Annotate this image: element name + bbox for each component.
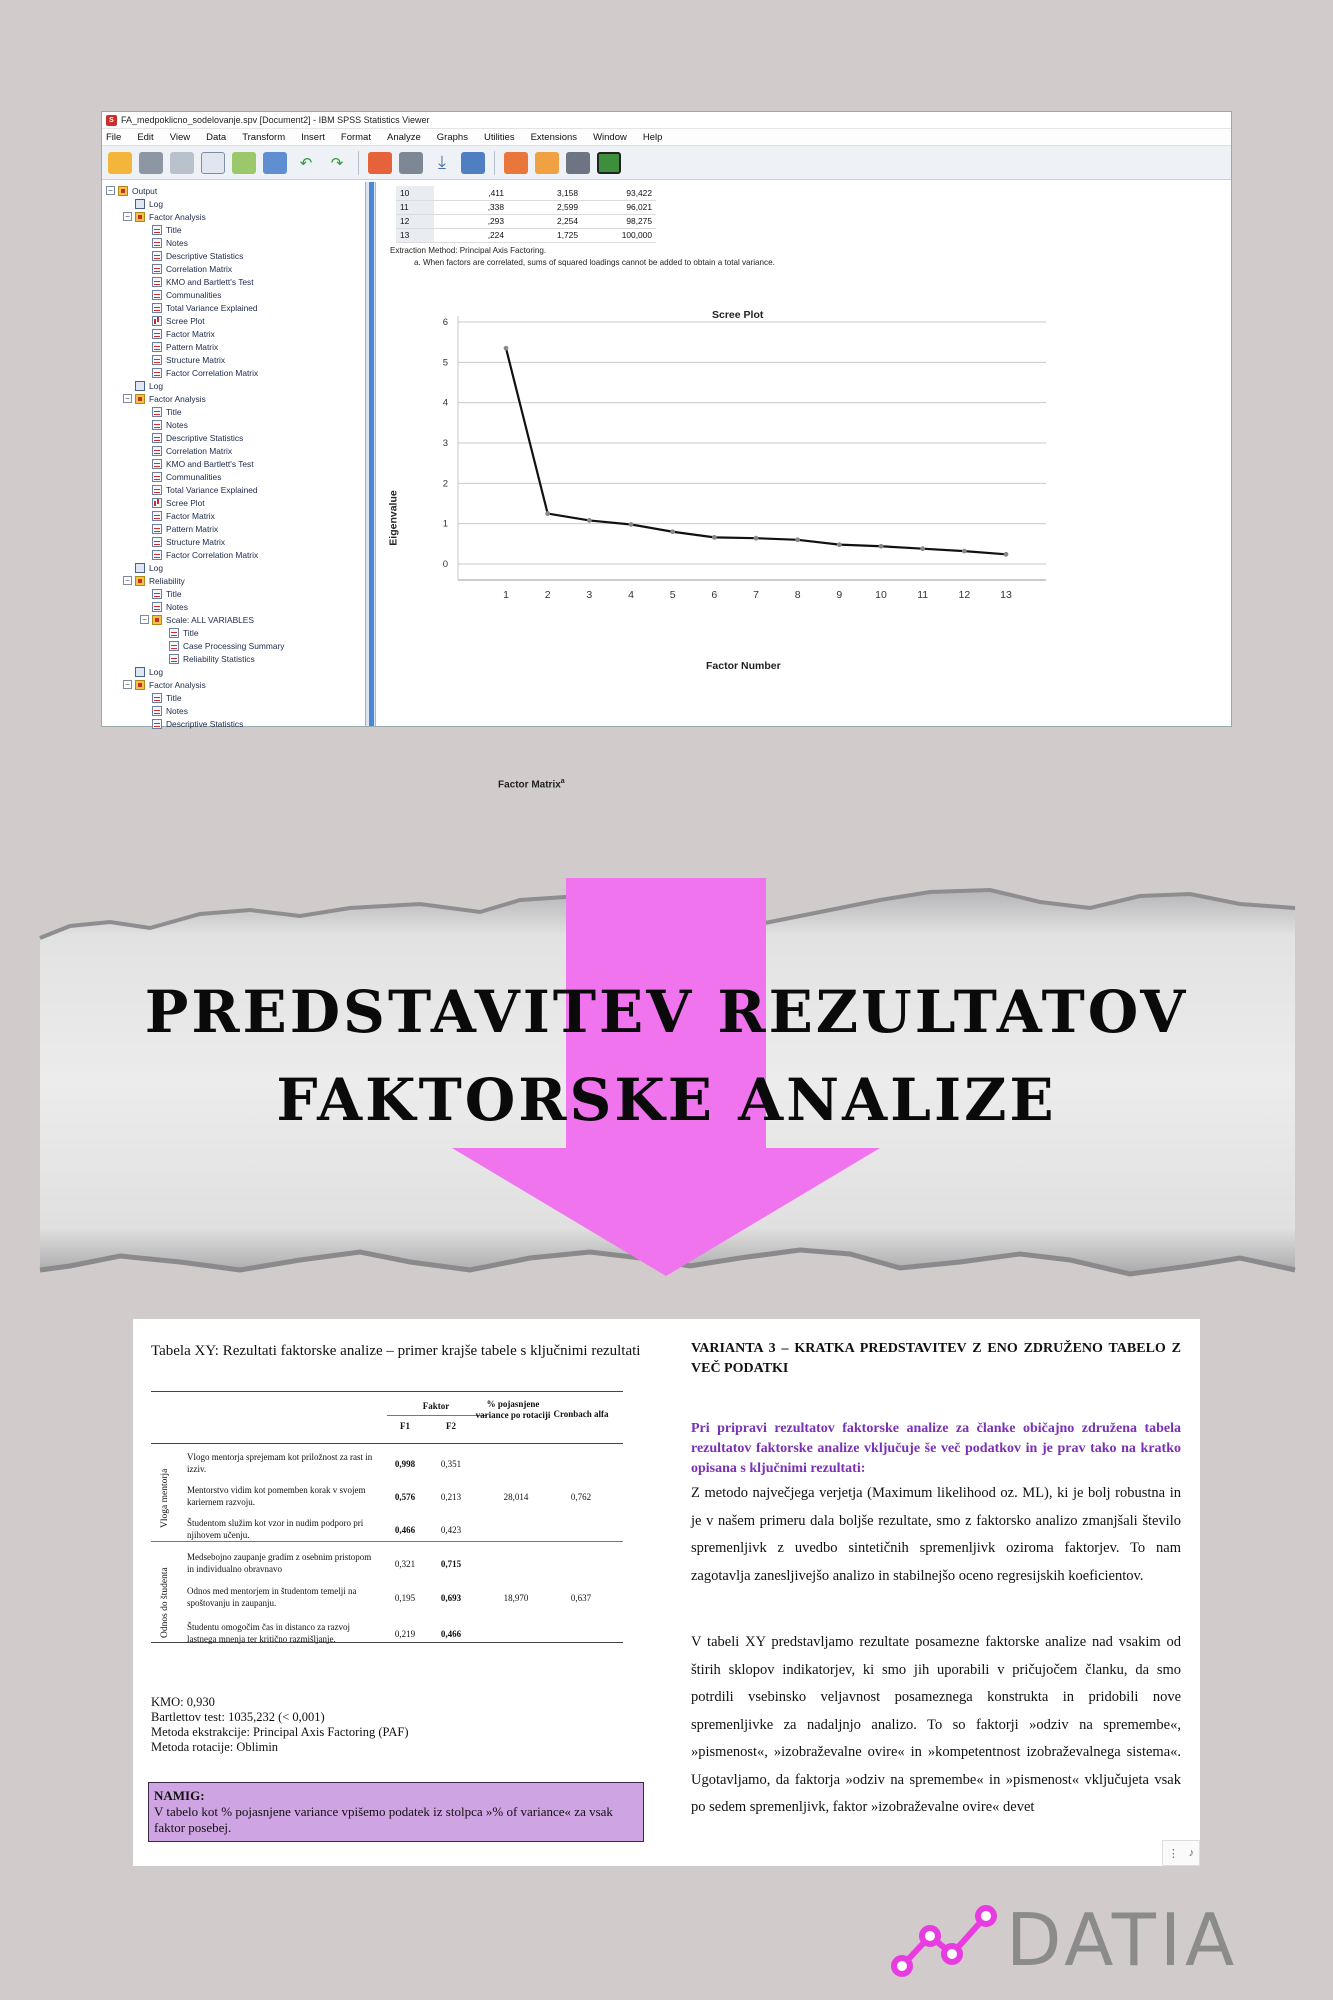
tree-item-label: Scree Plot <box>166 497 205 508</box>
tree-item-label: Total Variance Explained <box>166 302 258 313</box>
table-icon <box>152 433 162 443</box>
y-tick-label: 4 <box>442 397 448 409</box>
designate-window-icon[interactable] <box>597 152 621 174</box>
table-icon <box>152 342 162 352</box>
x-tick-label: 9 <box>836 589 843 601</box>
tree-item[interactable] <box>102 496 365 509</box>
book-icon <box>118 186 128 196</box>
variance-value: 18,970 <box>503 1593 529 1603</box>
toolbar <box>102 146 1231 180</box>
torn-paper-strip <box>0 830 1333 1290</box>
data-point <box>879 544 884 549</box>
tree-item[interactable] <box>102 275 365 288</box>
tree-item[interactable] <box>102 470 365 483</box>
x-tick-label: 13 <box>1000 589 1012 601</box>
results-table <box>151 1391 623 1691</box>
splitter-bar <box>369 182 374 726</box>
item-text: Študentom služim kot vzor in nudim podporo pri njihovem učenju. <box>187 1518 364 1540</box>
value-cell: 2,599 <box>508 200 582 214</box>
factor-number-cell: 13 <box>396 228 434 242</box>
tree-item[interactable] <box>102 613 365 626</box>
alpha-value: 0,637 <box>570 1593 592 1603</box>
logo-mark-icon <box>890 1900 1000 1980</box>
table-icon <box>152 303 162 313</box>
toolbar-separator <box>494 151 495 175</box>
factor-matrix-title-text: Factor Matrix <box>498 779 561 791</box>
tree-item[interactable] <box>102 678 365 691</box>
value-cell: 98,275 <box>582 214 656 228</box>
group-label-student: Odnos do študenta <box>160 1567 170 1638</box>
item-text: Medsebojno zaupanje gradim z osebnim pristopom in individualno obravnavo <box>187 1552 372 1574</box>
tree-item-label: Title <box>166 692 182 703</box>
f1-loading: 0,321 <box>394 1559 416 1569</box>
tip-box <box>148 1782 644 1842</box>
tree-item-label: Structure Matrix <box>166 354 226 365</box>
table-icon <box>152 368 162 378</box>
table-icon <box>152 537 162 547</box>
tip-text: V tabelo kot % pojasnjene variance vpišemo podatek iz stolpca »% of variance« za vsak faktor posebej. <box>154 1804 613 1835</box>
f1-loading: 0,576 <box>394 1492 416 1502</box>
right-paragraph-2: V tabeli XY predstavljamo rezultate posamezne faktorske analize nad vsakim od štirih sklopov indikatorjev, ki smo jih uporabili v pričujočem članku, da smo potrdili vsebinsko veljavnost posameznega konstrukta in pridobili nove spremenljivke za nadaljnjo analizo. To so faktorji »odziv na spremembe«, »pismenost«, »izobraževalne ovire« in »kompetentnost izobraževalnega sistema«. Ugotavljamo, da faktorja »odziv na spremembe« in »pismenost« vključujeta vsak po sedem spremenljivk, faktor »izobraževalne ovire« devet <box>691 1634 1181 1815</box>
data-point <box>587 518 592 523</box>
tree-item[interactable] <box>102 262 365 275</box>
tree-item-label: KMO and Bartlett's Test <box>166 276 254 287</box>
chart-title: Scree Plot <box>712 309 764 321</box>
menu-help[interactable]: Help <box>642 131 663 143</box>
f2-loading: 0,351 <box>440 1459 462 1469</box>
y-tick-label: 0 <box>442 559 448 570</box>
redo-icon[interactable]: ↷ <box>330 154 344 172</box>
tree-item-label: Communalities <box>166 289 222 300</box>
data-point <box>962 549 967 554</box>
table-rule <box>151 1443 623 1444</box>
tree-item-label: Case Processing Summary <box>183 640 285 651</box>
tree-item[interactable] <box>102 392 365 405</box>
tree-item-label: Factor Correlation Matrix <box>166 367 259 378</box>
x-tick-label: 3 <box>586 589 593 601</box>
f2-loading: 0,466 <box>440 1629 462 1639</box>
right-paragraph-1: Z metodo največjega verjetja (Maximum likelihood oz. ML), ki je bolj robustna in je v našem primeru dala boljše rezultate, smo z faktorsko analizo zmanjšali število spremenljivk z uvedbo sintetičnih spremenljivk oziroma faktorjev. To nam zagotavlja zanesljivejšo analizo in stabilnejšo oceno regresijskih koeficientov. <box>691 1485 1181 1584</box>
menu-dots-icon[interactable]: ⋮ <box>1167 1847 1179 1860</box>
collapse-toggle-icon[interactable]: − <box>123 680 132 689</box>
table-icon <box>152 225 162 235</box>
tree-item[interactable] <box>102 288 365 301</box>
stats-block <box>151 1695 409 1755</box>
data-point <box>795 537 800 542</box>
goto-data-icon[interactable] <box>368 152 392 174</box>
insert-text-icon[interactable] <box>535 152 559 174</box>
x-tick-label: 1 <box>503 589 509 601</box>
table-icon <box>169 641 179 651</box>
log-icon <box>135 381 145 391</box>
tree-item[interactable] <box>102 652 365 665</box>
data-point <box>920 546 925 551</box>
tree-item[interactable] <box>102 184 365 197</box>
f2-loading: 0,423 <box>440 1525 462 1535</box>
stat-line: Bartlettov test: 1035,232 (< 0,001) <box>151 1710 325 1724</box>
collapse-toggle-icon[interactable]: − <box>123 576 132 585</box>
headline-line1: PREDSTAVITEV REZULTATOV <box>144 978 1189 1046</box>
header-alpha: Cronbach alfa <box>553 1409 609 1419</box>
document-page <box>133 1319 1200 1866</box>
logo-text: DATIA <box>1006 1898 1239 1982</box>
y-tick-label: 5 <box>442 357 448 369</box>
x-tick-label: 2 <box>544 589 551 601</box>
variance-value: 28,014 <box>503 1492 529 1502</box>
tree-item[interactable] <box>102 639 365 652</box>
tree-item-label: Factor Analysis <box>149 211 206 222</box>
tree-item[interactable] <box>102 418 365 431</box>
table-caption: Tabela XY: Rezultati faktorske analize – primer krajše tabele s ključnimi rezultati <box>151 1343 641 1359</box>
x-tick-label: 6 <box>711 589 718 601</box>
tree-item[interactable] <box>102 379 365 392</box>
outline-tree[interactable] <box>102 182 366 729</box>
tree-item[interactable] <box>102 314 365 327</box>
table-icon <box>152 329 162 339</box>
menu-graphs[interactable]: Graphs <box>436 131 468 143</box>
log-icon <box>135 563 145 573</box>
book-icon <box>135 212 145 222</box>
group-label-mentor: Vloga mentorja <box>160 1468 170 1528</box>
f1-loading: 0,466 <box>394 1525 416 1535</box>
tree-item[interactable] <box>102 327 365 340</box>
microphone-icon[interactable]: ♪ <box>1188 1847 1195 1859</box>
item-text: Vlogo mentorja sprejemam kot priložnost za rast in izziv. <box>187 1452 373 1474</box>
tree-item-label: Communalities <box>166 471 222 482</box>
data-point <box>545 511 550 516</box>
export-icon[interactable] <box>232 152 256 174</box>
tree-item-label: Descriptive Statistics <box>166 718 244 729</box>
tree-item[interactable] <box>102 353 365 366</box>
header-variance: % pojasnjene variance po rotaciji <box>475 1399 551 1420</box>
factor-number-cell: 11 <box>396 200 434 214</box>
value-cell: ,338 <box>434 200 508 214</box>
x-tick-label: 8 <box>794 589 801 601</box>
spss-app-icon: S <box>106 115 117 126</box>
right-lead: Pri pripravi rezultatov faktorske analize za članke običajno združena tabela rezultatov faktorske analize vključuje še več podatkov in je prav tako na kratko opisana s ključnimi rezultati: <box>691 1421 1181 1476</box>
tree-item-label: Scree Plot <box>166 315 205 326</box>
tree-item[interactable] <box>102 704 365 717</box>
right-heading: VARIANTA 3 – KRATKA PREDSTAVITEV Z ENO ZDRUŽENO TABELO Z VEČ PODATKI <box>691 1341 1181 1376</box>
table-icon <box>152 693 162 703</box>
table-icon <box>152 524 162 534</box>
table-icon <box>152 511 162 521</box>
tree-item[interactable] <box>102 535 365 548</box>
x-tick-label: 10 <box>875 589 887 601</box>
table-icon <box>152 420 162 430</box>
value-cell: ,293 <box>434 214 508 228</box>
data-point <box>629 522 634 527</box>
header-f2: F2 <box>446 1421 456 1431</box>
value-cell: 2,254 <box>508 214 582 228</box>
table-icon <box>152 550 162 560</box>
tree-item[interactable] <box>102 301 365 314</box>
menu-data[interactable]: Data <box>206 131 227 143</box>
page-controls[interactable] <box>1162 1840 1200 1866</box>
menu-window[interactable]: Window <box>593 131 627 143</box>
table-icon <box>152 251 162 261</box>
data-point <box>1004 552 1009 557</box>
value-cell: 96,021 <box>582 200 656 214</box>
table-row <box>396 228 656 242</box>
tree-item-label: Log <box>149 666 163 677</box>
table-rule <box>151 1391 623 1392</box>
tree-item[interactable] <box>102 587 365 600</box>
table-icon <box>152 589 162 599</box>
book-icon <box>135 576 145 586</box>
f2-loading: 0,213 <box>440 1492 462 1502</box>
menu-file[interactable]: File <box>106 131 122 143</box>
insert-heading-icon[interactable] <box>504 152 528 174</box>
book-icon <box>135 394 145 404</box>
show-all-icon[interactable] <box>566 152 590 174</box>
tree-item[interactable] <box>102 548 365 561</box>
tree-item[interactable] <box>102 665 365 678</box>
tree-item-label: Notes <box>166 419 188 430</box>
tree-item-label: Title <box>166 406 182 417</box>
data-point <box>504 346 509 351</box>
pane-splitter[interactable] <box>366 182 376 726</box>
value-cell: ,224 <box>434 228 508 242</box>
f2-loading: 0,715 <box>440 1559 462 1569</box>
table-icon <box>152 602 162 612</box>
collapse-toggle-icon[interactable]: − <box>106 186 115 195</box>
window-titlebar <box>102 112 1231 129</box>
output-pane <box>376 182 1231 791</box>
scree-plot <box>376 302 1036 702</box>
tree-item-label: Pattern Matrix <box>166 341 219 352</box>
item-text: Mentorstvo vidim kot pomemben korak v svojem kariernem razvoju. <box>187 1485 366 1507</box>
x-axis-label: Factor Number <box>706 660 781 672</box>
menu-bar <box>102 129 1231 146</box>
print-icon[interactable] <box>170 152 194 174</box>
f2-loading: 0,693 <box>440 1593 462 1603</box>
x-tick-label: 4 <box>628 589 634 601</box>
table-icon <box>152 355 162 365</box>
alpha-value: 0,762 <box>570 1492 592 1502</box>
y-tick-label: 6 <box>442 317 448 328</box>
tree-item[interactable] <box>102 236 365 249</box>
tree-item-label: Factor Correlation Matrix <box>166 549 259 560</box>
menu-view[interactable]: View <box>169 131 191 143</box>
y-tick-label: 1 <box>442 518 448 530</box>
tree-item-label: Notes <box>166 705 188 716</box>
value-cell: 1,725 <box>508 228 582 242</box>
value-cell: 100,000 <box>582 228 656 242</box>
y-tick-label: 3 <box>442 438 448 449</box>
factor-matrix-sup: a <box>560 778 565 785</box>
header-f1: F1 <box>400 1421 410 1431</box>
item-text: Odnos med mentorjem in študentom temelji na spoštovanju in zaupanju. <box>187 1586 357 1608</box>
stat-line: Metoda ekstrakcije: Principal Axis Factoring (PAF) <box>151 1725 409 1739</box>
tree-item-label: Output <box>132 185 158 196</box>
value-cell: 93,422 <box>582 186 656 200</box>
print-preview-icon[interactable] <box>201 152 225 174</box>
tree-item[interactable] <box>102 600 365 613</box>
tree-item[interactable] <box>102 197 365 210</box>
tree-item-label: Correlation Matrix <box>166 263 233 274</box>
x-tick-label: 11 <box>917 589 929 601</box>
tree-item-label: Reliability <box>149 575 185 586</box>
table-icon <box>152 706 162 716</box>
tree-item-label: Scale: ALL VARIABLES <box>166 614 254 625</box>
menu-format[interactable]: Format <box>340 131 371 143</box>
menu-extensions[interactable]: Extensions <box>530 131 578 143</box>
table-row <box>396 214 656 228</box>
table-icon <box>152 472 162 482</box>
tree-item[interactable] <box>102 509 365 522</box>
table-row <box>396 200 656 214</box>
table-icon <box>152 290 162 300</box>
collapse-toggle-icon[interactable]: − <box>140 615 149 624</box>
stat-line: KMO: 0,930 <box>151 1695 215 1709</box>
extraction-note: Extraction Method: Principal Axis Factoring. <box>390 246 547 255</box>
tree-item[interactable] <box>102 366 365 379</box>
tree-item-label: Notes <box>166 237 188 248</box>
y-axis-label: Eigenvalue <box>387 490 400 546</box>
window-title: FA_medpoklicno_sodelovanje.spv [Document2] - IBM SPSS Statistics Viewer <box>121 115 430 125</box>
tree-item[interactable] <box>102 522 365 535</box>
tree-item-label: Factor Analysis <box>149 393 206 404</box>
value-cell: 3,158 <box>508 186 582 200</box>
f1-loading: 0,998 <box>394 1459 416 1469</box>
menu-edit[interactable]: Edit <box>137 131 154 143</box>
header-factor: Faktor <box>422 1401 450 1411</box>
tree-item[interactable] <box>102 717 365 730</box>
collapse-toggle-icon[interactable]: − <box>123 212 132 221</box>
tree-item-label: Factor Matrix <box>166 328 215 339</box>
chart-icon <box>152 498 162 508</box>
x-tick-label: 5 <box>669 589 676 601</box>
tree-item[interactable] <box>102 210 365 223</box>
tree-item-label: Factor Analysis <box>149 679 206 690</box>
f1-loading: 0,219 <box>394 1629 416 1639</box>
tip-title: NAMIG: <box>154 1788 205 1803</box>
tree-item[interactable] <box>102 691 365 704</box>
goto-case-icon[interactable] <box>399 152 423 174</box>
tree-item-label: Notes <box>166 601 188 612</box>
menu-transform[interactable]: Transform <box>242 131 286 143</box>
menu-insert[interactable]: Insert <box>301 131 325 143</box>
factor-number-cell: 12 <box>396 214 434 228</box>
tree-item-label: Reliability Statistics <box>183 653 255 664</box>
x-tick-label: 7 <box>753 589 759 601</box>
table-icon <box>152 407 162 417</box>
log-icon <box>135 667 145 677</box>
undo-icon[interactable]: ↶ <box>299 154 313 172</box>
y-tick-label: 2 <box>442 478 448 490</box>
tree-item[interactable] <box>102 223 365 236</box>
item-text: Študentu omogočim čas in distanco za razvoj lastnega mnenja ter kritično razmišljanje. <box>187 1622 350 1644</box>
insert-output-icon[interactable]: ⤓ <box>438 152 446 172</box>
x-tick-label: 12 <box>958 589 971 601</box>
table-icon <box>152 238 162 248</box>
table-icon <box>152 719 162 729</box>
tree-item[interactable] <box>102 561 365 574</box>
tree-item-label: KMO and Bartlett's Test <box>166 458 254 469</box>
datia-logo <box>890 1900 1270 1980</box>
tree-item-label: Descriptive Statistics <box>166 432 244 443</box>
footnote-a: a. When factors are correlated, sums of squared loadings cannot be added to obtain a total variance. <box>414 258 775 267</box>
factor-number-cell: 10 <box>396 186 434 200</box>
table-icon <box>152 485 162 495</box>
tree-item[interactable] <box>102 431 365 444</box>
tree-item-label: Correlation Matrix <box>166 445 233 456</box>
data-point <box>837 542 842 547</box>
open-folder-icon[interactable] <box>108 152 132 174</box>
tree-item-label: Log <box>149 380 163 391</box>
tree-item[interactable] <box>102 457 365 470</box>
table-rule <box>151 1541 623 1542</box>
tree-item-label: Total Variance Explained <box>166 484 258 495</box>
viewer-panes <box>102 182 1231 791</box>
tree-item-label: Log <box>149 198 163 209</box>
menu-utilities[interactable]: Utilities <box>483 131 515 143</box>
tree-item[interactable] <box>102 249 365 262</box>
table-icon <box>169 654 179 664</box>
banner <box>0 830 1333 1290</box>
book-icon <box>135 680 145 690</box>
data-point <box>670 529 675 534</box>
log-icon <box>135 199 145 209</box>
spss-viewer-window <box>101 111 1232 791</box>
table-icon <box>152 277 162 287</box>
tree-item[interactable] <box>102 626 365 639</box>
variables-icon[interactable] <box>461 152 485 174</box>
tree-item-label: Factor Matrix <box>166 510 215 521</box>
tree-item[interactable] <box>102 483 365 496</box>
tree-item-label: Descriptive Statistics <box>166 250 244 261</box>
tree-item-label: Title <box>166 588 182 599</box>
table-icon <box>152 459 162 469</box>
headline-line2: FAKTORSKE ANALIZE <box>276 1066 1057 1134</box>
recall-dialog-icon[interactable] <box>263 152 287 174</box>
menu-analyze[interactable]: Analyze <box>386 131 421 143</box>
tree-item-label: Title <box>166 224 182 235</box>
chart-icon <box>152 316 162 326</box>
table-icon <box>152 264 162 274</box>
tree-item-label: Log <box>149 562 163 573</box>
tree-item[interactable] <box>102 444 365 457</box>
tree-item[interactable] <box>102 340 365 353</box>
table-icon <box>152 446 162 456</box>
table-icon <box>169 628 179 638</box>
tree-item[interactable] <box>102 405 365 418</box>
collapse-toggle-icon[interactable]: − <box>123 394 132 403</box>
book-icon <box>152 615 162 625</box>
tree-item-label: Title <box>183 627 199 638</box>
table-row <box>396 186 656 200</box>
data-point <box>712 535 717 540</box>
save-icon[interactable] <box>139 152 163 174</box>
tree-item[interactable] <box>102 574 365 587</box>
total-variance-table <box>396 186 656 243</box>
f1-loading: 0,195 <box>394 1593 416 1603</box>
tree-item-label: Pattern Matrix <box>166 523 219 534</box>
toolbar-separator <box>358 151 359 175</box>
data-point <box>754 536 759 541</box>
value-cell: ,411 <box>434 186 508 200</box>
factor-matrix-title <box>498 778 565 790</box>
stat-line: Metoda rotacije: Oblimin <box>151 1740 279 1754</box>
tree-item-label: Structure Matrix <box>166 536 226 547</box>
